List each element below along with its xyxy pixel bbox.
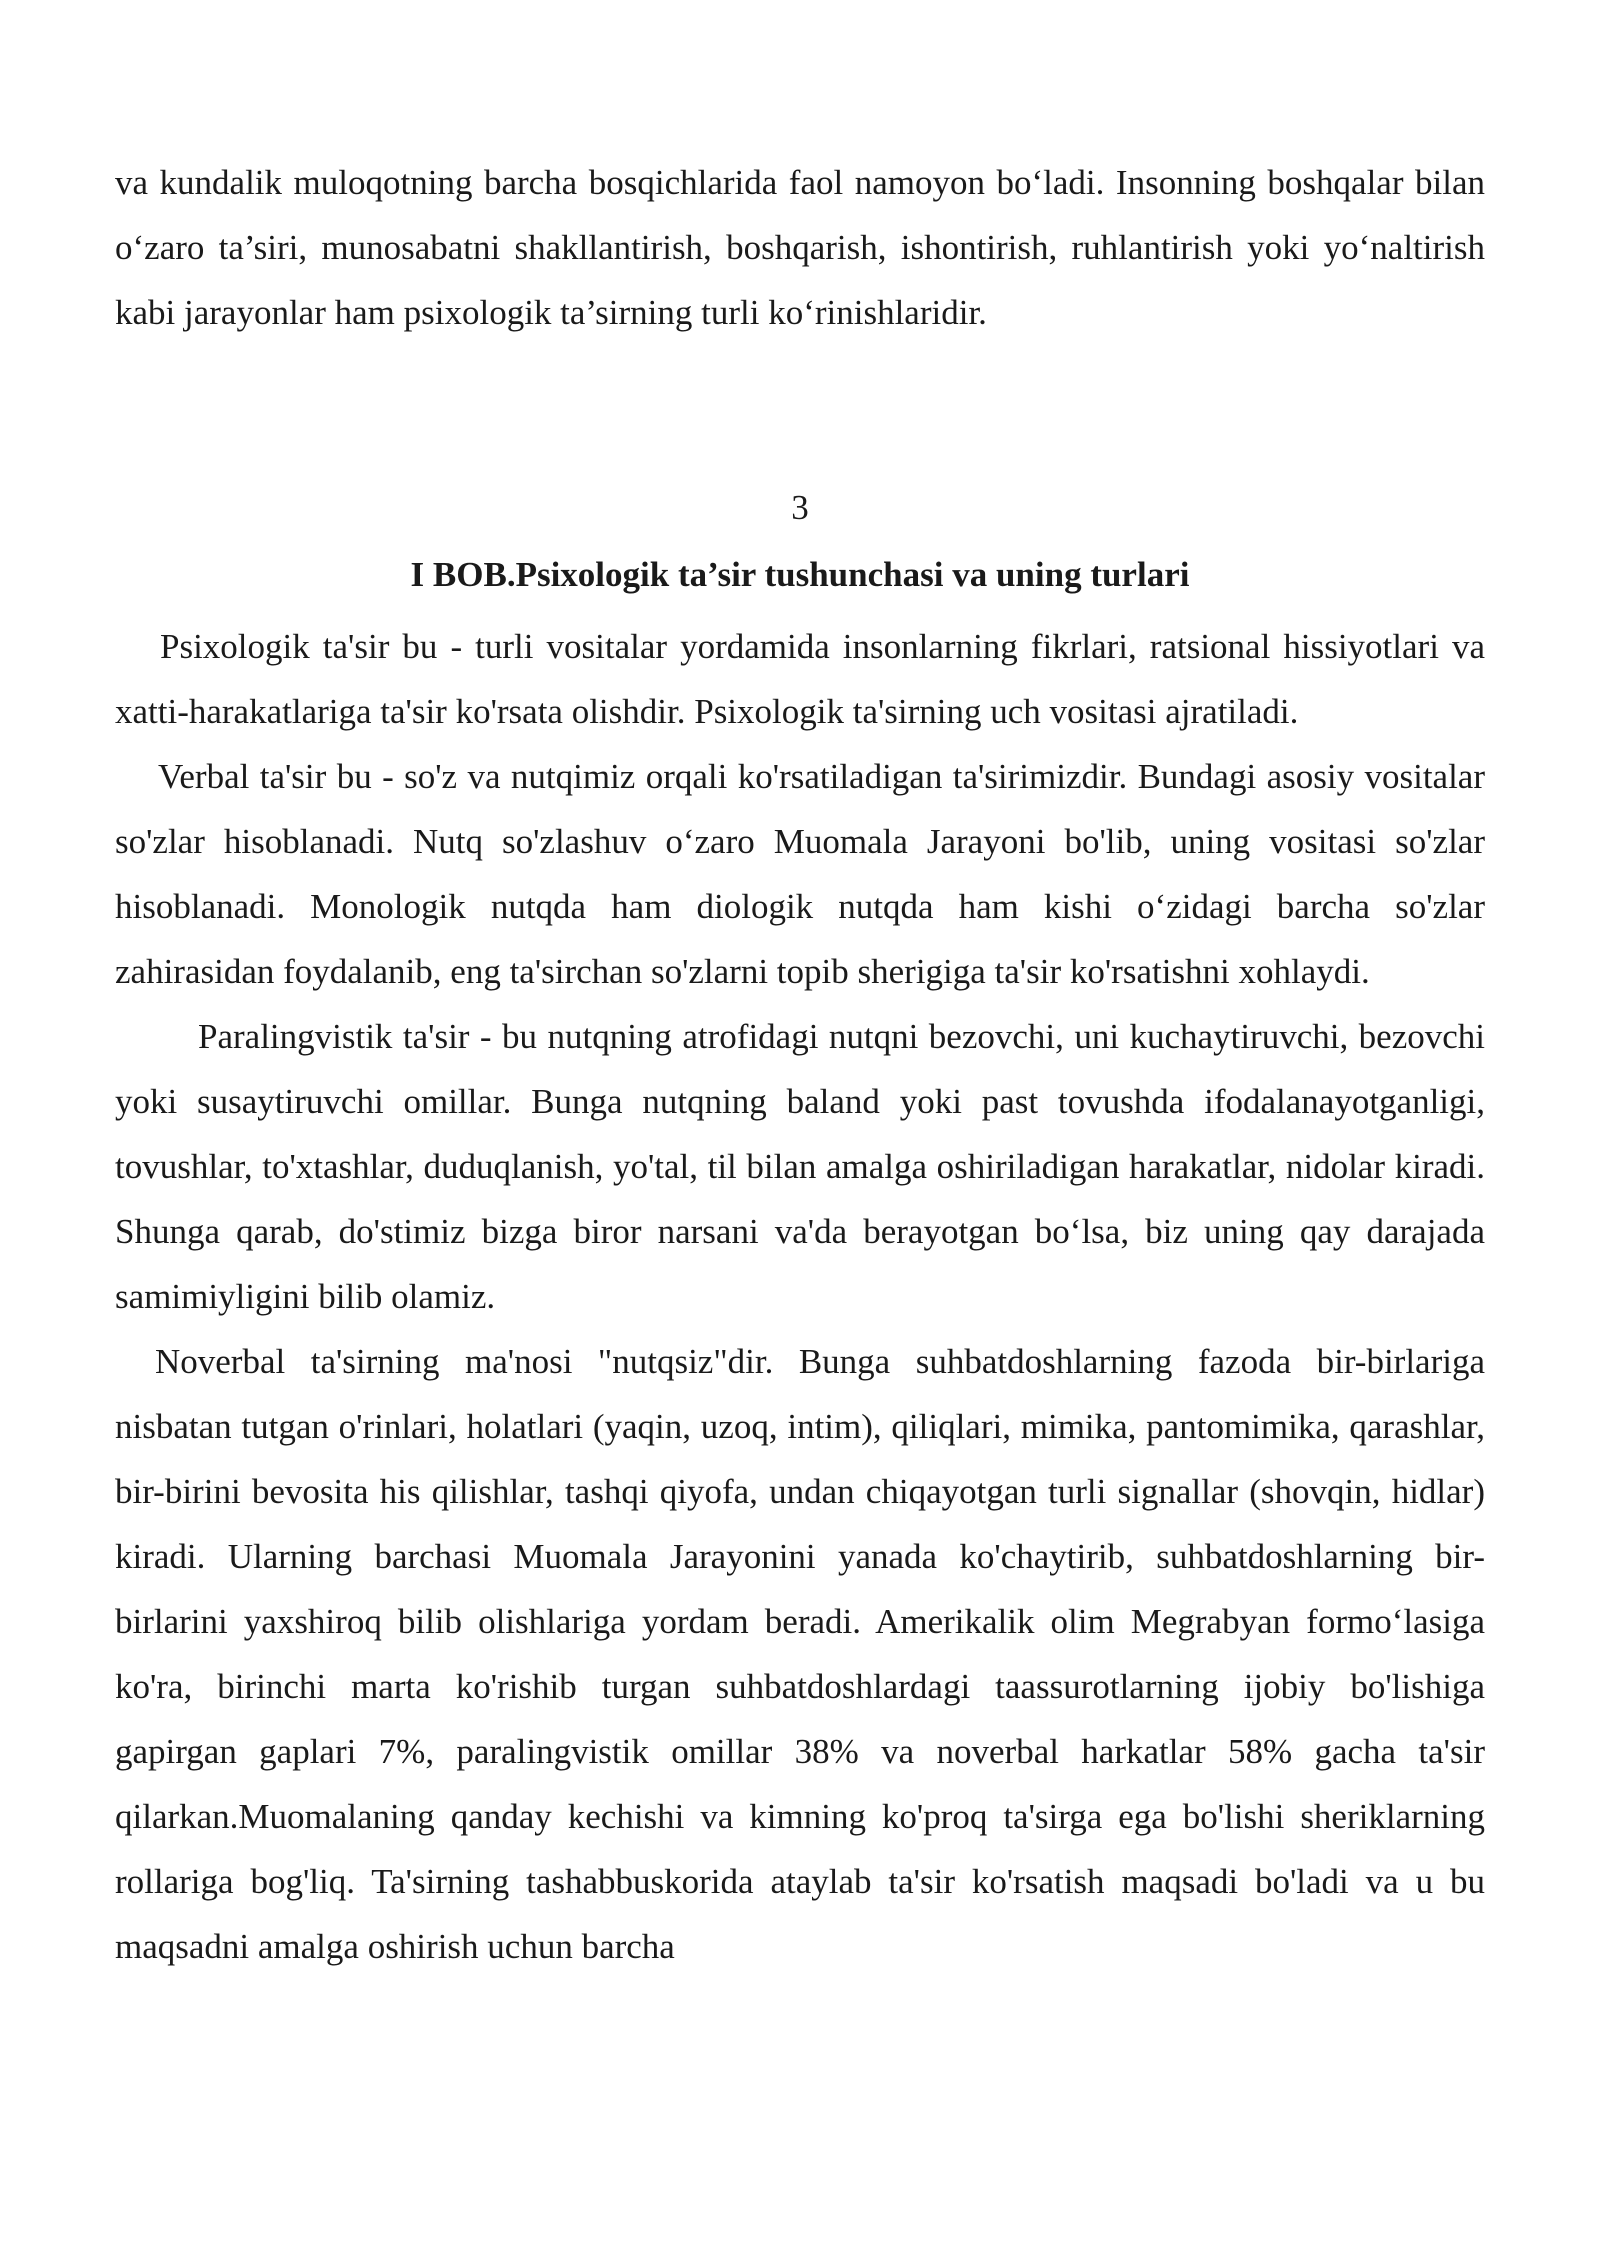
paragraph-verbal-tasir: Verbal ta'sir bu - so'z va nutqimiz orqali ko'rsatiladigan ta'sirimizdir. Bundagi asosiy vositalar so'zlar hisoblanadi. Nutq so'zlashuv o‘zaro Muomala Jarayoni bo'lib, uning vositasi so'zlar hisoblanadi. Monologik nutqda ham diologik nutqda ham kishi o‘zidagi barcha so'zlar zahirasidan foydalanib, eng ta'sirchan so'zlarni topib sherigiga ta'sir ko'rsatishni xohlaydi. (115, 757, 1485, 991)
paragraph-paralingvistik-tasir: Paralingvistik ta'sir - bu nutqning atrofidagi nutqni bezovchi, uni kuchaytiruvchi, bezovchi yoki susaytiruvchi omillar. Bunga nutqning baland yoki past tovushda ifodalanayotganligi, tovushlar, to'xtashlar, duduqlanish, yo'tal, til bilan amalga oshiriladigan harakatlar, nidolar kiradi. Shunga qarab, do'stimiz bizga biror narsani va'da berayotgan bo‘lsa, biz uning qay darajada samimiyligini bilib olamiz. (115, 1017, 1485, 1316)
paragraph-psixologik-tasir: Psixologik ta'sir bu - turli vositalar yordamida insonlarning fikrlari, ratsional hissiyotlari va xatti-harakatlariga ta'sir ko'rsata olishdir. Psixologik ta'sirning uch vositasi ajratiladi. (115, 627, 1485, 731)
continuation-paragraph: va kundalik muloqotning barcha bosqichlarida faol namoyon bo‘ladi. Insonning boshqalar bilan o‘zaro ta’siri, munosabatni shakllantirish, boshqarish, ishontirish, ruhlantirish yoki yo‘naltirish kabi jarayonlar ham psixologik ta’sirning turli ko‘rinishlaridir. (115, 163, 1485, 332)
page-number: 3 (791, 488, 809, 527)
page-content (115, 150, 1485, 1979)
paragraph-noverbal-tasir: Noverbal ta'sirning ma'nosi "nutqsiz"dir. Bunga suhbatdoshlarning fazoda bir-birlariga nisbatan tutgan o'rinlari, holatlari (yaqin, uzoq, intim), qiliqlari, mimika, pantomimika, qarashlar, bir-birini bevosita his qilishlar, tashqi qiyofa, undan chiqayotgan turli signallar (shovqin, hidlar) kiradi. Ularning barchasi Muomala Jarayonini yanada ko'chaytirib, suhbatdoshlarning bir-birlarini yaxshiroq bilib olishlariga yordam beradi. Amerikalik olim Megrabyan formo‘lasiga ko'ra, birinchi marta ko'rishib turgan suhbatdoshlardagi taassurotlarning ijobiy bo'lishiga gapirgan gaplari 7%, paralingvistik omillar 38% va noverbal harkatlar 58% gacha ta'sir qilarkan.Muomalaning qanday kechishi va kimning ko'proq ta'sirga ega bo'lishi sheriklarning rollariga bog'liq. Ta'sirning tashabbuskorida ataylab ta'sir ko'rsatish maqsadi bo'ladi va u bu maqsadni amalga oshirish uchun barcha (115, 1342, 1485, 1966)
chapter-title: I BOB.Psixologik ta’sir tushunchasi va uning turlari (410, 555, 1190, 594)
